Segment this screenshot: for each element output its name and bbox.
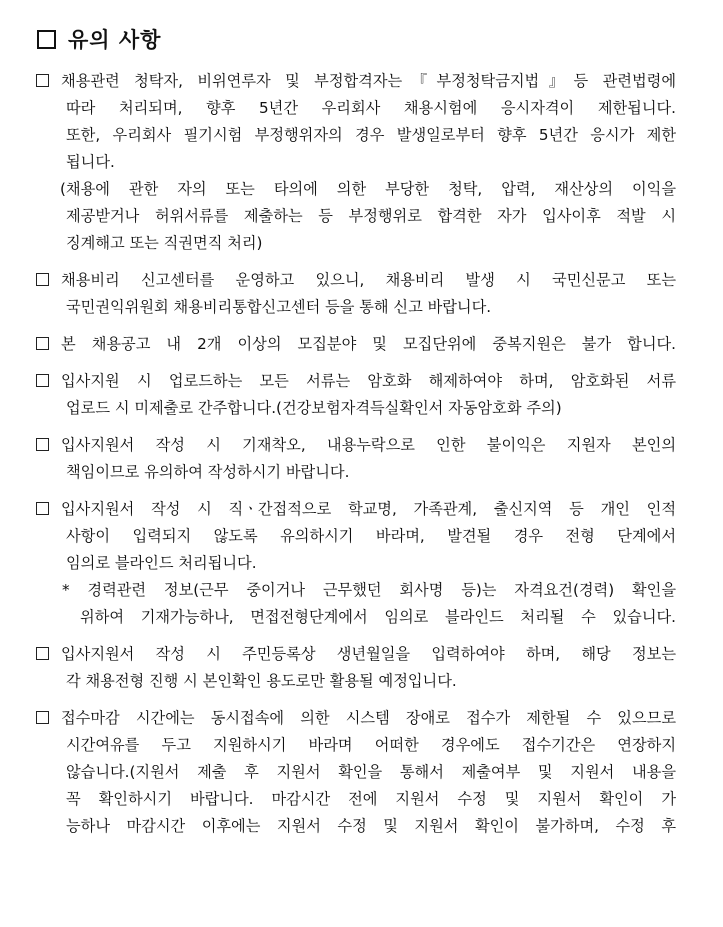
notice-line: 위하여 기재가능하나, 면접전형단계에서 임의로 블라인드 처리될 수 있습니다. (80, 608, 676, 626)
notice-item (0, 496, 723, 631)
notice-line: 제공받거나 허위서류를 제출하는 등 부정행위로 합격한 자가 입사이후 적발 시 (66, 207, 676, 225)
notice-line: 입사지원서 작성 시 주민등록상 생년월일을 입력하여야 하며, 해당 정보는 (61, 645, 676, 663)
notice-line: 따라 처리되며, 향후 5년간 우리회사 채용시험에 응시자격이 제한됩니다. (66, 99, 676, 117)
notice-line: 접수마감 시간에는 동시접속에 의한 시스템 장애로 접수가 제한될 수 있으므로 (61, 709, 676, 727)
notice-line: 시간여유를 두고 지원하시기 바라며 어떠한 경우에도 접수기간은 연장하지 (66, 736, 676, 754)
notice-line: (채용에 관한 자의 또는 타의에 의한 부당한 청탁, 압력, 재산상의 이익을 (60, 180, 676, 198)
notice-line: 입사지원서 작성 시 기재착오, 내용누락으로 인한 불이익은 지원자 본인의 (61, 436, 676, 454)
notice-line: 채용비리 신고센터를 운영하고 있으니, 채용비리 발생 시 국민신문고 또는 (61, 271, 676, 289)
notice-line: 각 채용전형 진행 시 본인확인 용도로만 활용될 예정입니다. (66, 672, 457, 690)
notice-item (0, 368, 723, 422)
notice-line: 임의로 블라인드 처리됩니다. (66, 554, 257, 572)
notice-line: 국민권익위원회 채용비리통합신고센터 등을 통해 신고 바랍니다. (66, 298, 492, 316)
section-heading (37, 24, 161, 54)
notice-line: 본 채용공고 내 2개 이상의 모집분야 및 모집단위에 중복지원은 불가 합니다. (61, 335, 676, 353)
notice-item (0, 267, 723, 321)
notice-line: 꼭 확인하시기 바랍니다. 마감시간 전에 지원서 수정 및 지원서 확인이 가 (66, 790, 676, 808)
notice-line: 됩니다. (66, 153, 115, 171)
notice-line: 입사지원서 작성 시 직ㆍ간접적으로 학교명, 가족관계, 출신지역 등 개인 인적 (61, 500, 676, 518)
notice-line: 않습니다.(지원서 제출 후 지원서 확인을 통해서 제출여부 및 지원서 내용을 (66, 763, 676, 781)
notice-line: 책임이므로 유의하여 작성하시기 바랍니다. (66, 463, 350, 481)
notice-line: 능하나 마감시간 이후에는 지원서 수정 및 지원서 확인이 불가하며, 수정 후 (66, 817, 676, 835)
notice-item (0, 432, 723, 486)
heading-checkbox-icon (37, 30, 56, 49)
notice-line: 업로드 시 미제출로 간주합니다.(건강보험자격득실확인서 자동암호화 주의) (66, 399, 562, 417)
notice-item (0, 331, 723, 358)
notice-line: 사항이 입력되지 않도록 유의하시기 바라며, 발견될 경우 전형 단계에서 (66, 527, 676, 545)
notice-line: 징계해고 또는 직권면직 처리) (66, 234, 263, 252)
notice-item (0, 68, 723, 257)
notice-item (0, 641, 723, 695)
notice-line: * 경력관련 정보(근무 중이거나 근무했던 회사명 등)는 자격요건(경력) 확인을 (62, 581, 676, 599)
notice-list (0, 68, 723, 850)
notice-line: 입사지원 시 업로드하는 모든 서류는 암호화 해제하여야 하며, 암호화된 서류 (61, 372, 676, 390)
notice-line: 채용관련 청탁자, 비위연루자 및 부정합격자는『부정청탁금지법』등 관련법령에 (61, 72, 676, 90)
heading-text: 유의 사항 (68, 28, 162, 52)
notice-line: 또한, 우리회사 필기시험 부정행위자의 경우 발생일로부터 향후 5년간 응시가 제한 (66, 126, 676, 144)
notice-item (0, 705, 723, 840)
